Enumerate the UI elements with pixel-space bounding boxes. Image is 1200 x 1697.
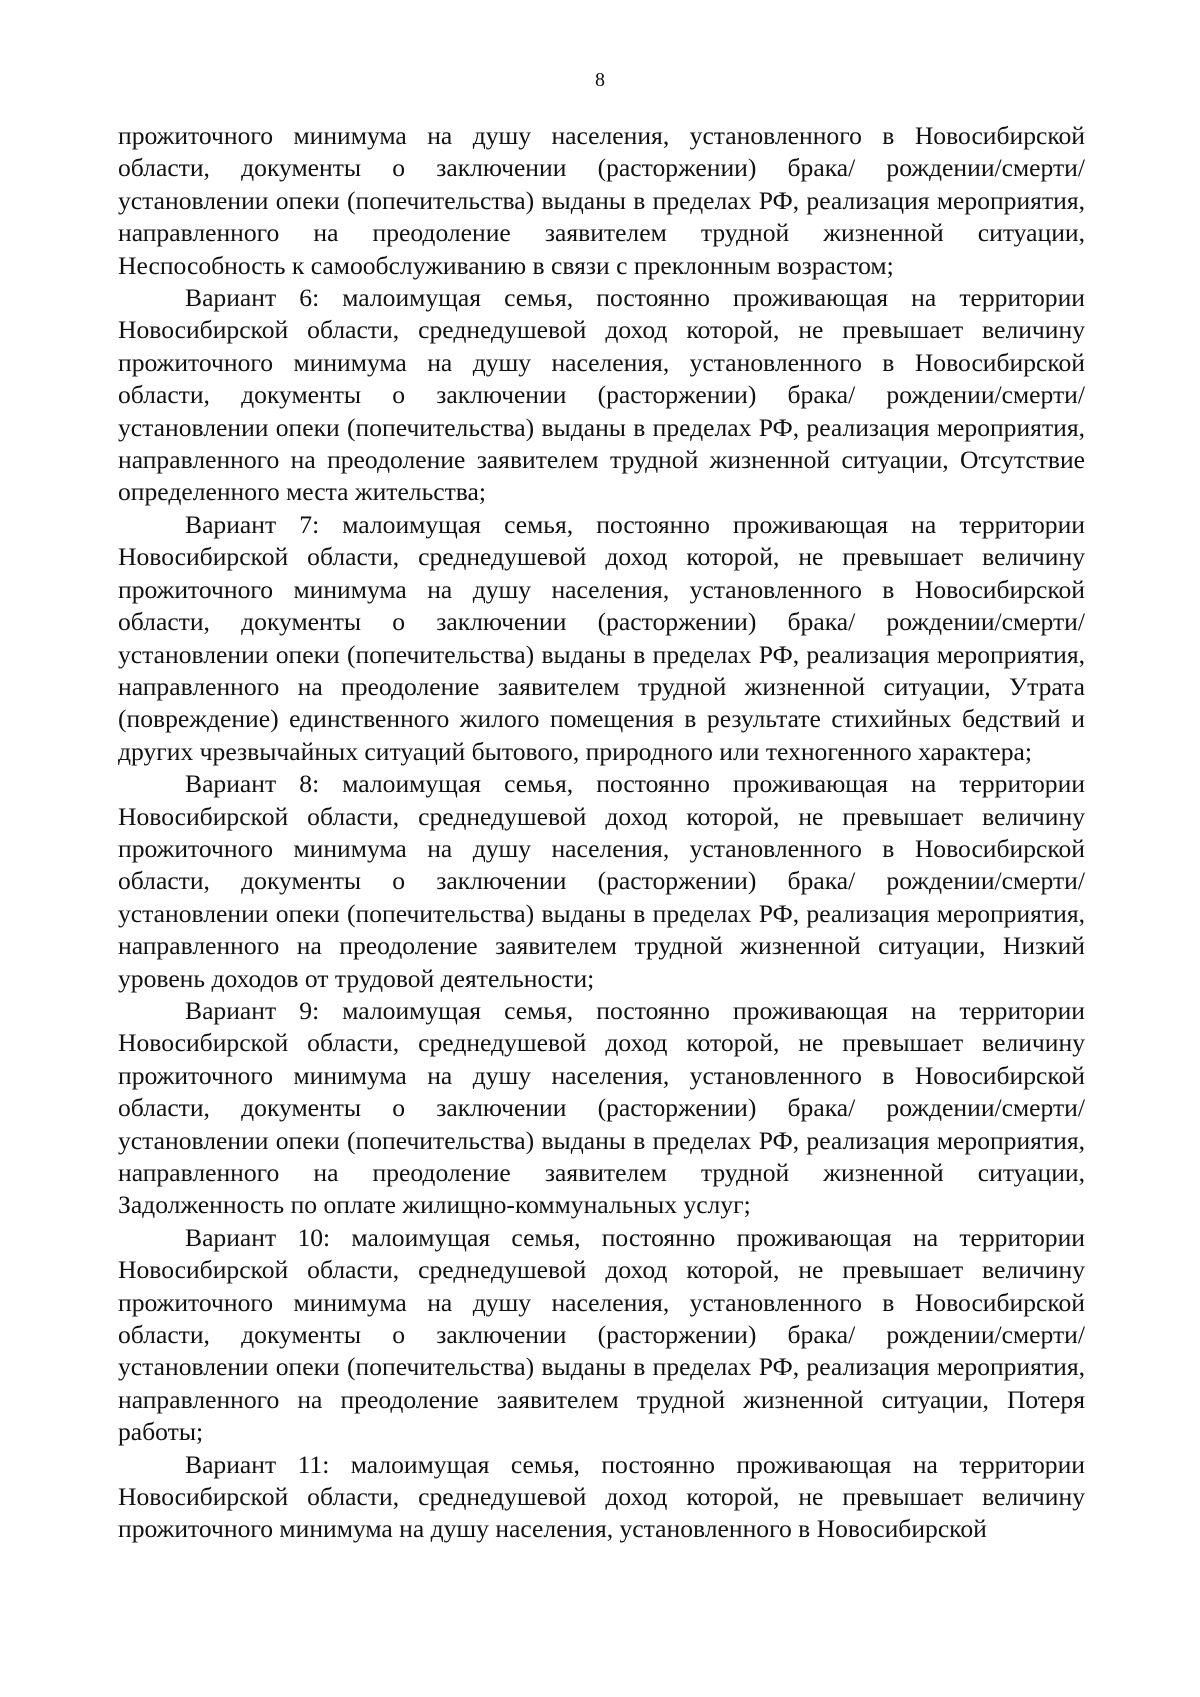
paragraph-variant-8: Вариант 8: малоимущая семья, постоянно проживающая на территории Новосибирской области, среднедушевой доход которой, не превышает величину прожиточного минимума на душу населения, установленного в Новосибирской области, документы о заключении (расторжении) брака/ рождении/смерти/ установлении опеки (попечительства) выданы в пределах РФ, реализация мероприятия, направленного на преодоление заявителем трудной жизненной ситуации, Низкий уровень доходов от трудовой деятельности;	[118, 769, 1085, 993]
paragraph-continued: прожиточного минимума на душу населения, установленного в Новосибирской области, документы о заключении (расторжении) брака/ рождении/смерти/ установлении опеки (попечительства) выданы в пределах РФ, реализация мероприятия, направленного на преодоление заявителем трудной жизненной ситуации, Неспособность к самообслуживанию в связи с преклонным возрастом;	[118, 121, 1085, 280]
document-body	[118, 120, 1085, 1546]
paragraph-variant-11: Вариант 11: малоимущая семья, постоянно проживающая на территории Новосибирской области, среднедушевой доход которой, не превышает величину прожиточного минимума на душу населения, установленного в Новосибирской	[118, 1449, 1085, 1544]
paragraph-variant-6: Вариант 6: малоимущая семья, постоянно проживающая на территории Новосибирской области, среднедушевой доход которой, не превышает величину прожиточного минимума на душу населения, установленного в Новосибирской области, документы о заключении (расторжении) брака/ рождении/смерти/ установлении опеки (попечительства) выданы в пределах РФ, реализация мероприятия, направленного на преодоление заявителем трудной жизненной ситуации, Отсутствие определенного места жительства;	[118, 283, 1085, 507]
paragraph-variant-10: Вариант 10: малоимущая семья, постоянно проживающая на территории Новосибирской области, среднедушевой доход которой, не превышает величину прожиточного минимума на душу населения, установленного в Новосибирской области, документы о заключении (расторжении) брака/ рождении/смерти/ установлении опеки (попечительства) выданы в пределах РФ, реализация мероприятия, направленного на преодоление заявителем трудной жизненной ситуации, Потеря работы;	[118, 1222, 1085, 1447]
page-number: 8	[595, 69, 605, 91]
paragraph-variant-7: Вариант 7: малоимущая семья, постоянно проживающая на территории Новосибирской области, среднедушевой доход которой, не превышает величину прожиточного минимума на душу населения, установленного в Новосибирской области, документы о заключении (расторжении) брака/ рождении/смерти/ установлении опеки (попечительства) выданы в пределах РФ, реализация мероприятия, направленного на преодоление заявителем трудной жизненной ситуации, Утрата (повреждение) единственного жилого помещения в результате стихийных бедствий и других чрезвычайных ситуаций бытового, природного или техногенного характера;	[118, 509, 1085, 766]
paragraph-variant-9: Вариант 9: малоимущая семья, постоянно проживающая на территории Новосибирской области, среднедушевой доход которой, не превышает величину прожиточного минимума на душу населения, установленного в Новосибирской области, документы о заключении (расторжении) брака/ рождении/смерти/ установлении опеки (попечительства) выданы в пределах РФ, реализация мероприятия, направленного на преодоление заявителем трудной жизненной ситуации, Задолженность по оплате жилищно-коммунальных услуг;	[118, 995, 1085, 1220]
